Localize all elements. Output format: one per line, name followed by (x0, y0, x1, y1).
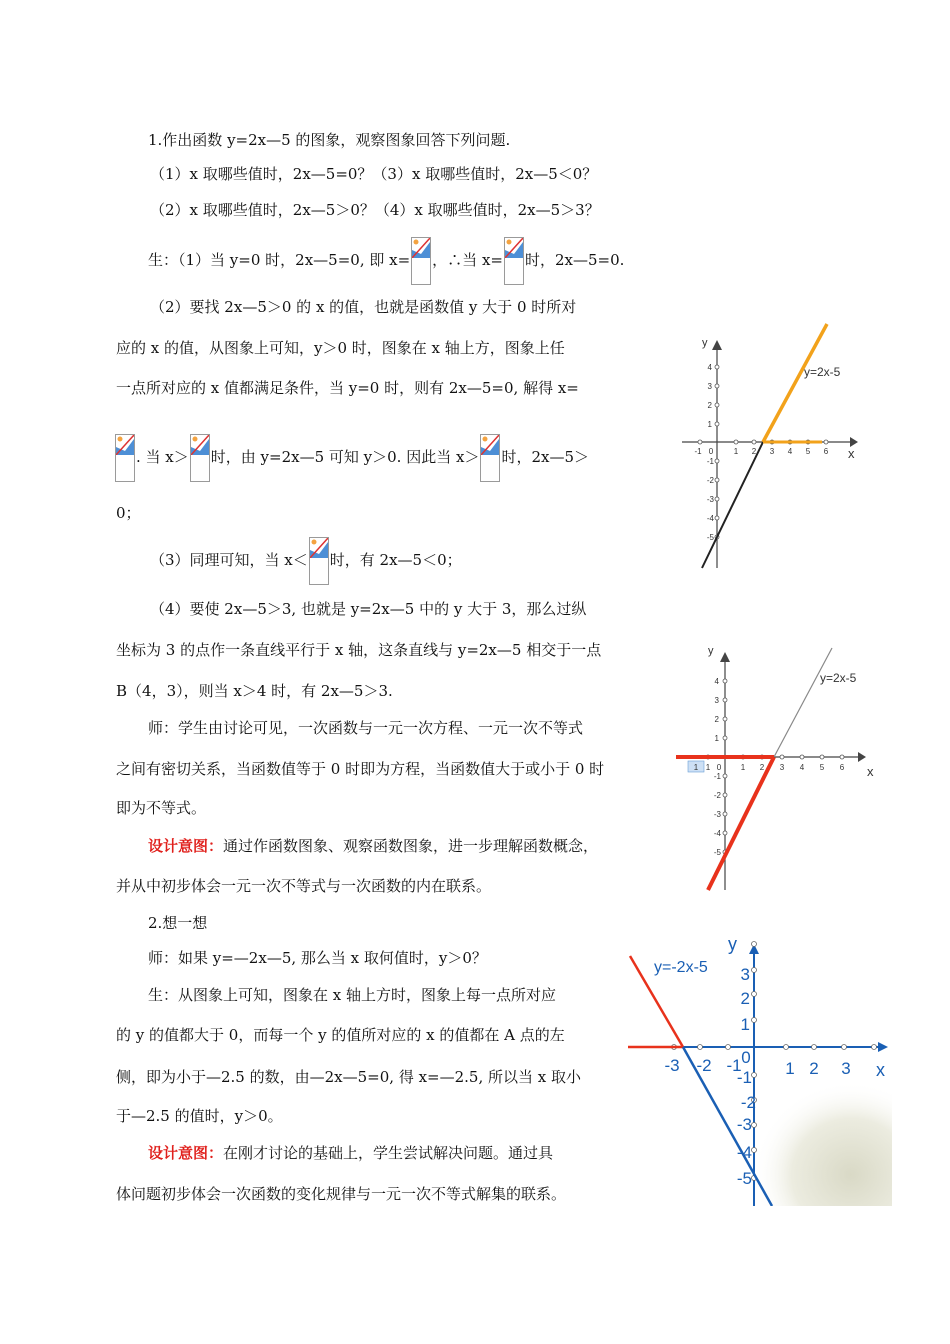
graph-3-ytick: -3 (736, 1115, 752, 1134)
broken-image-icon (411, 237, 431, 285)
graph-3-func-label: y=-2x-5 (654, 959, 708, 976)
graph-2-ytick: -5 (713, 848, 721, 857)
line-22: 的 y 的值都大于 0，而每一个 y 的值所对应的 x 的值都在 A 点的左 (116, 1026, 565, 1044)
broken-image-icon (115, 434, 135, 482)
line-8 (114, 432, 589, 482)
graph-3-ytick: -5 (736, 1169, 752, 1188)
graph-1-ytick: -2 (706, 476, 714, 485)
graph-1-y-label: y (702, 337, 708, 349)
graph-2-ytick: 1 (714, 734, 719, 743)
graph-1-xtick: 5 (805, 447, 811, 456)
line-10 (150, 534, 462, 586)
graph-2-ytick: -4 (713, 829, 721, 838)
line-17-text: 通过作函数图象、观察函数图象，进一步理解函数概念， (223, 837, 599, 855)
graph-3-ytick: 1 (740, 1015, 750, 1034)
graph-2-ytick: 4 (714, 677, 719, 686)
graph-3-ytick: -2 (740, 1093, 756, 1112)
graph-2-ytick: -2 (713, 791, 721, 800)
graph-3-ytick: 3 (740, 965, 750, 984)
line-11: （4）要使 2x—5＞3, 也就是 y=2x—5 中的 y 大于 3，那么过纵 (150, 600, 587, 618)
graph-1-ytick: -3 (706, 495, 714, 504)
graph-3-xtick: 3 (841, 1059, 851, 1078)
graph-1 (672, 318, 872, 574)
line-23: 侧，即为小于—2.5 的数，由—2x—5=0, 得 x=—2.5, 所以当 x 取小 (116, 1068, 582, 1086)
graph-1-xtick: 1 (733, 447, 739, 456)
graph-2-func-label: y=2x-5 (820, 671, 857, 685)
line-8-c: 时，2x—5＞ (501, 448, 589, 466)
line-16: 即为不等式。 (116, 799, 207, 817)
broken-image-icon (504, 237, 524, 285)
graph-2-x-label: x (867, 764, 874, 779)
line-13: B（4，3），则当 x＞4 时，有 2x—5＞3. (116, 682, 393, 700)
broken-image-icon (480, 434, 500, 482)
graph-3-xtick: -2 (696, 1056, 712, 1075)
graph-1-xtick: 0 (708, 447, 714, 456)
line-10-b: 时，有 2x—5＜0； (329, 551, 462, 569)
line-4-c: 时，2x—5=0. (524, 251, 625, 269)
line-14: 师：学生由讨论可见，一次函数与一元一次方程、一元一次不等式 (148, 719, 584, 737)
graph-3-ytick: -4 (736, 1143, 752, 1162)
graph-3-x-label: x (876, 1060, 885, 1080)
graph-1-ytick: 1 (707, 420, 712, 429)
graph-2-xtick: 5 (819, 763, 825, 772)
graph-1-ytick: 3 (707, 382, 712, 391)
line-21: 生：从图象上可知，图象在 x 轴上方时，图象上每一点所对应 (148, 986, 556, 1004)
graph-2-box-label: 1 (693, 763, 699, 772)
line-20: 师：如果 y=—2x—5, 那么当 x 取何值时，y＞0？ (148, 949, 487, 967)
graph-1-xtick: 4 (787, 447, 793, 456)
broken-image-icon (190, 434, 210, 482)
graph-2-ytick: 2 (714, 715, 719, 724)
graph-1-xtick: 6 (823, 447, 829, 456)
graph-2-ytick: 3 (714, 696, 719, 705)
graph-3-y-label: y (728, 934, 737, 954)
graph-2-xtick: 1 (740, 763, 746, 772)
graph-2 (672, 640, 882, 896)
graph-2-ytick: -3 (713, 810, 721, 819)
graph-2-xtick: 3 (779, 763, 785, 772)
line-4-b: ，∴当 x= (432, 251, 503, 269)
line-4-a: 生：（1）当 y=0 时，2x—5=0, 即 x= (148, 251, 411, 269)
line-18: 并从中初步体会一元一次不等式与一次函数的内在联系。 (116, 877, 492, 895)
line-2: （1）x 取哪些值时，2x—5=0？（3）x 取哪些值时，2x—5＜0？ (150, 165, 598, 183)
graph-1-func-label: y=2x-5 (804, 365, 841, 379)
graph-2-xtick: 2 (759, 763, 765, 772)
graph-3-xtick: -1 (726, 1056, 742, 1075)
graph-3-xtick: 2 (809, 1059, 819, 1078)
graph-1-xtick: -1 (694, 447, 702, 456)
graph-1-ytick: -4 (706, 514, 714, 523)
line-12: 坐标为 3 的点作一条直线平行于 x 轴，这条直线与 y=2x—5 相交于一点 (116, 641, 602, 659)
graph-1-x-label: x (848, 446, 855, 461)
line-4 (148, 236, 624, 284)
line-9: 0； (116, 504, 141, 522)
graph-3 (628, 930, 892, 1206)
graph-2-xtick: 1 (705, 763, 711, 772)
line-25-text: 在刚才讨论的基础上，学生尝试解决问题。通过具 (223, 1144, 554, 1162)
graph-2-xtick: 0 (716, 763, 722, 772)
line-10-a: （3）同理可知，当 x＜ (150, 551, 308, 569)
line-6: 应的 x 的值，从图象上可知，y＞0 时，图象在 x 轴上方，图象上任 (116, 339, 565, 357)
line-19: 2.想一想 (148, 914, 208, 932)
graph-3-ytick: -1 (736, 1068, 752, 1087)
line-3: （2）x 取哪些值时，2x—5＞0？（4）x 取哪些值时，2x—5＞3？ (150, 201, 600, 219)
line-7: 一点所对应的 x 值都满足条件，当 y=0 时，则有 2x—5=0, 解得 x= (116, 379, 579, 397)
line-5: （2）要找 2x—5＞0 的 x 的值，也就是函数值 y 大于 0 时所对 (150, 298, 577, 316)
graph-2-xtick: 6 (839, 763, 845, 772)
graph-2-xtick: 4 (799, 763, 805, 772)
graph-1-ytick: 2 (707, 401, 712, 410)
design-intent-label: 设计意图： (148, 837, 224, 855)
line-15: 之间有密切关系，当函数值等于 0 时即为方程，当函数值大于或小于 0 时 (116, 760, 605, 778)
graph-1-ytick: -1 (706, 457, 714, 466)
graph-3-xtick: 1 (785, 1059, 795, 1078)
line-1: 1.作出函数 y=2x—5 的图象，观察图象回答下列问题. (148, 131, 511, 149)
line-26: 体问题初步体会一次函数的变化规律与一元一次不等式解集的联系。 (116, 1185, 567, 1203)
graph-1-xtick: 3 (769, 447, 775, 456)
line-25 (148, 1143, 553, 1163)
line-24: 于—2.5 的值时，y＞0。 (116, 1107, 283, 1125)
graph-1-ytick: -5 (706, 533, 714, 542)
graph-1-xtick: 2 (751, 447, 757, 456)
graph-2-y-label: y (708, 645, 714, 657)
line-17 (148, 836, 598, 856)
line-8-b: 时，由 y=2x—5 可知 y＞0. 因此当 x＞ (210, 448, 480, 466)
graph-1-ytick: 4 (707, 363, 712, 372)
design-intent-label: 设计意图： (148, 1144, 224, 1162)
graph-3-ytick: 2 (740, 989, 750, 1008)
line-8-a: . 当 x＞ (136, 448, 189, 466)
graph-3-xtick: 0 (741, 1048, 751, 1067)
graph-2-ytick: -1 (713, 772, 721, 781)
broken-image-icon (309, 537, 329, 585)
graph-3-xtick: -3 (664, 1056, 680, 1075)
